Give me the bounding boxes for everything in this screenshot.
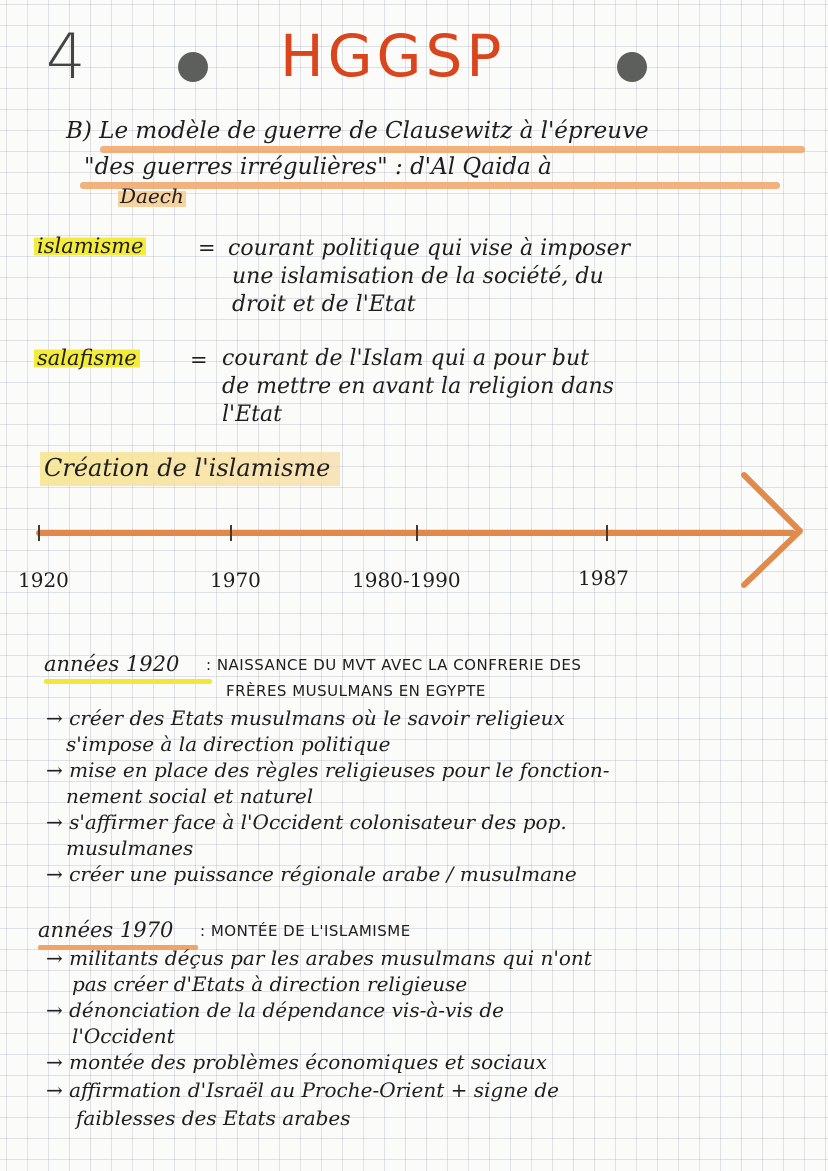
section-title-line-1: B) Le modèle de guerre de Clausewitz à l'épreuve — [66, 118, 649, 144]
definition-line: courant de l'Islam qui a pour but — [222, 346, 590, 371]
definition-line: l'Etat — [222, 402, 282, 427]
definition-term: islamisme — [34, 234, 146, 258]
definition-line: une islamisation de la société, du — [232, 264, 604, 289]
block-label: années 1970 — [38, 918, 174, 942]
bullet-item: → affirmation d'Israël au Proche-Orient + signe de — [46, 1078, 559, 1102]
block-label-underline — [44, 679, 212, 684]
definition-term: salafisme — [34, 346, 140, 370]
bullet-item-continuation: l'Occident — [72, 1024, 175, 1048]
bullet-item-continuation: faiblesses des Etats arabes — [76, 1106, 351, 1130]
definition-line: droit et de l'Etat — [232, 292, 416, 317]
bullet-item-continuation: s'impose à la direction politique — [66, 732, 391, 756]
section-title-line-2: "des guerres irrégulières" : d'Al Qaida à — [84, 154, 552, 180]
timeline-label: 1970 — [210, 568, 261, 592]
timeline-tick — [230, 525, 232, 541]
definition-line: courant politique qui vise à imposer — [228, 236, 631, 261]
timeline-title: Création de l'islamisme — [40, 452, 340, 486]
bullet-item-continuation: musulmanes — [66, 836, 194, 860]
page-number: 4 — [46, 20, 86, 93]
section-title-line-3: Daech — [120, 184, 184, 208]
title-underline-1 — [100, 146, 805, 153]
bullet-item: → créer des Etats musulmans où le savoir religieux — [46, 706, 565, 730]
bullet-item: → dénonciation de la dépendance vis-à-vis de — [46, 998, 504, 1022]
timeline-label: 1920 — [18, 568, 69, 592]
bullet-item: → militants déçus par les arabes musulmans qui n'ont — [46, 946, 592, 970]
binder-hole-left — [178, 52, 208, 82]
timeline-tick — [38, 525, 40, 541]
block-heading-line-1: MONTÉE DE L'ISLAMISME — [210, 922, 411, 940]
bullet-item: → créer une puissance régionale arabe / musulmane — [46, 862, 577, 886]
binder-hole-right — [617, 52, 647, 82]
bullet-item-continuation: nement social et naturel — [66, 784, 314, 808]
block-heading: : NAISSANCE DU MVT AVEC LA CONFRERIE DES — [206, 656, 582, 674]
timeline-arrowhead — [730, 467, 810, 597]
timeline-tick — [416, 525, 418, 541]
block-heading-line-2: FRÈRES MUSULMANS EN EGYPTE — [226, 682, 486, 700]
block-label: années 1920 — [44, 652, 180, 676]
timeline-label: 1987 — [578, 566, 629, 590]
timeline-tick — [606, 525, 608, 541]
bullet-item: → s'affirmer face à l'Occident colonisateur des pop. — [46, 810, 567, 834]
block-heading: : MONTÉE DE L'ISLAMISME — [200, 922, 411, 940]
block-heading-line-1: NAISSANCE DU MVT AVEC LA CONFRERIE DES — [216, 656, 582, 674]
bullet-item: → mise en place des règles religieuses pour le fonction- — [46, 758, 610, 782]
page-subject-title: HGGSP — [280, 22, 506, 90]
bullet-item: → montée des problèmes économiques et sociaux — [46, 1050, 547, 1074]
definition-equals: = — [198, 236, 216, 260]
definition-equals: = — [190, 348, 208, 372]
bullet-item-continuation: pas créer d'Etats à direction religieuse — [72, 972, 468, 996]
definition-line: de mettre en avant la religion dans — [222, 374, 614, 399]
timeline-label: 1980-1990 — [352, 568, 461, 592]
